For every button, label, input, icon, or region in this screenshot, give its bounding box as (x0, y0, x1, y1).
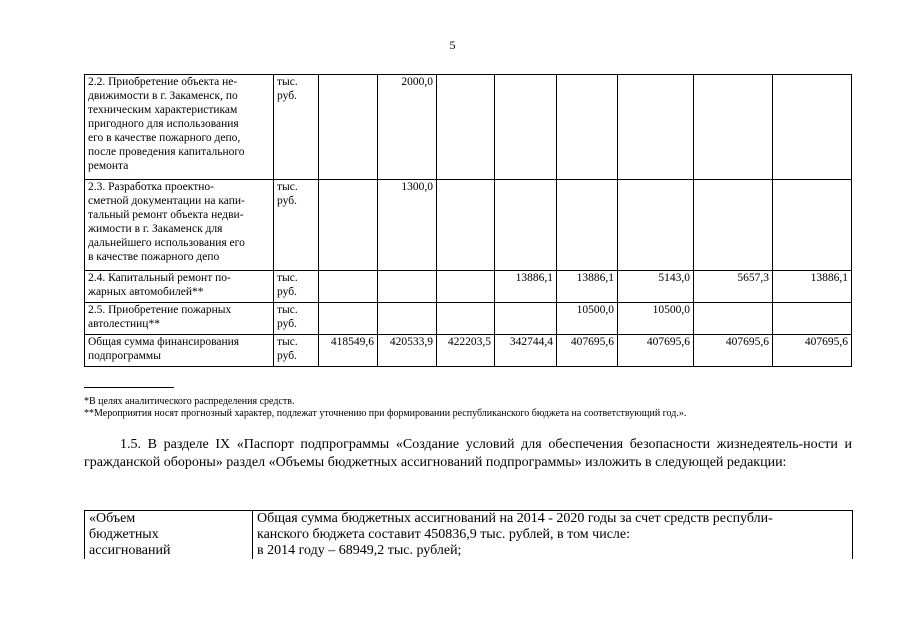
activity-name-line: после проведения капитального (88, 146, 245, 158)
activity-name-line: 2.4. Капитальный ремонт по- (88, 272, 231, 284)
value-cell: 13886,1 (557, 271, 618, 303)
value-cell (557, 75, 618, 180)
value-cell (495, 180, 557, 271)
value-cell (437, 75, 495, 180)
value-cell (618, 180, 694, 271)
activity-name-cell (85, 303, 274, 335)
value-cell (378, 271, 437, 303)
unit-cell (274, 335, 319, 367)
table-row (85, 271, 852, 303)
value-cell: 5657,3 (694, 271, 773, 303)
activity-name-line: жарных автомобилей** (88, 286, 204, 298)
unit-line: тыс. (277, 304, 298, 316)
unit-cell (274, 271, 319, 303)
activity-name-line: в качестве пожарного депо (88, 251, 220, 263)
unit-line: руб. (277, 350, 297, 362)
unit-cell (274, 75, 319, 180)
passport-value-cell (253, 511, 853, 560)
page-number: 5 (449, 38, 456, 52)
footnote-1: *В целях аналитического распределения средств. (84, 396, 295, 407)
value-cell: 420533,9 (378, 335, 437, 367)
unit-cell (274, 303, 319, 335)
value-cell: 10500,0 (557, 303, 618, 335)
value-cell: 407695,6 (773, 335, 852, 367)
value-cell (694, 75, 773, 180)
activity-name-line: движимости в г. Закаменск, по (88, 90, 238, 102)
activity-name-cell (85, 75, 274, 180)
value-cell (694, 180, 773, 271)
value-cell: 407695,6 (618, 335, 694, 367)
activity-name-line: жимости в г. Закаменск для (88, 223, 223, 235)
activity-name-line: 2.2. Приобретение объекта не- (88, 76, 238, 88)
passport-label-line: «Объем (89, 511, 136, 526)
value-cell (319, 180, 378, 271)
value-cell (319, 75, 378, 180)
activity-name-line: 2.3. Разработка проектно- (88, 181, 214, 193)
value-cell (495, 303, 557, 335)
activity-name-line: Общая сумма финансирования (88, 336, 240, 348)
value-cell (437, 180, 495, 271)
value-cell (618, 75, 694, 180)
unit-line: руб. (277, 318, 297, 330)
value-cell: 407695,6 (694, 335, 773, 367)
table-row (85, 303, 852, 335)
activity-name-line: техническим характеристикам (88, 104, 238, 116)
value-cell: 1300,0 (378, 180, 437, 271)
unit-line: тыс. (277, 181, 298, 193)
value-cell (557, 180, 618, 271)
value-cell (437, 271, 495, 303)
activity-name-line: ремонта (88, 160, 129, 172)
passport-value-line: канского бюджета составит 450836,9 тыс. рублей, в том числе: (257, 527, 631, 542)
unit-line: тыс. (277, 336, 298, 348)
value-cell (495, 75, 557, 180)
unit-line: тыс. (277, 76, 298, 88)
value-cell (694, 303, 773, 335)
amendment-paragraph: 1.5. В разделе IX «Паспорт подпрограммы «Создание условий для обеспечения безопасности жизнедеятель-ности и гражданской обороны» раздел «Объемы бюджетных ассигнований подпрограммы» изложить в следующей редакции: (84, 437, 852, 470)
unit-line: руб. (277, 286, 297, 298)
activity-name-cell (85, 271, 274, 303)
value-cell: 422203,5 (437, 335, 495, 367)
activity-name-line: его в качестве пожарного депо, (88, 132, 241, 144)
activity-name-line: пригодного для использования (88, 118, 239, 130)
value-cell: 418549,6 (319, 335, 378, 367)
table-row (85, 180, 852, 271)
activity-name-line: дальнейшего использования его (88, 237, 245, 249)
value-cell (773, 75, 852, 180)
activity-name-line: автолестниц** (88, 318, 160, 330)
table-row (85, 335, 852, 367)
unit-line: руб. (277, 195, 297, 207)
passport-value-line: в 2014 году – 68949,2 тыс. рублей; (257, 543, 462, 558)
activity-name-line: сметной документации на капи- (88, 195, 245, 207)
value-cell (319, 271, 378, 303)
footnote-2: **Мероприятия носят прогнозный характер, подлежат уточнению при формировании республиканского бюджета на соответствующий год.». (84, 408, 687, 419)
passport-label-line: ассигнований (89, 543, 171, 558)
passport-value-line: Общая сумма бюджетных ассигнований на 2014 - 2020 годы за счет средств республи- (257, 511, 773, 526)
footnote-separator (84, 387, 174, 388)
passport-label-line: бюджетных (89, 527, 159, 542)
activity-name-line: тальный ремонт объекта недви- (88, 209, 244, 221)
value-cell: 2000,0 (378, 75, 437, 180)
activity-name-line: подпрограммы (88, 350, 161, 362)
value-cell: 13886,1 (495, 271, 557, 303)
value-cell: 10500,0 (618, 303, 694, 335)
value-cell: 13886,1 (773, 271, 852, 303)
activity-name-line: 2.5. Приобретение пожарных (88, 304, 232, 316)
activity-name-cell (85, 335, 274, 367)
table-row (85, 75, 852, 180)
value-cell (773, 180, 852, 271)
unit-line: тыс. (277, 272, 298, 284)
value-cell: 342744,4 (495, 335, 557, 367)
activity-name-cell (85, 180, 274, 271)
unit-cell (274, 180, 319, 271)
value-cell: 407695,6 (557, 335, 618, 367)
value-cell (437, 303, 495, 335)
passport-table (84, 510, 853, 559)
value-cell (773, 303, 852, 335)
financing-table (84, 74, 852, 367)
value-cell (378, 303, 437, 335)
passport-label-cell (85, 511, 253, 560)
unit-line: руб. (277, 90, 297, 102)
value-cell (319, 303, 378, 335)
value-cell: 5143,0 (618, 271, 694, 303)
passport-row (85, 511, 853, 560)
